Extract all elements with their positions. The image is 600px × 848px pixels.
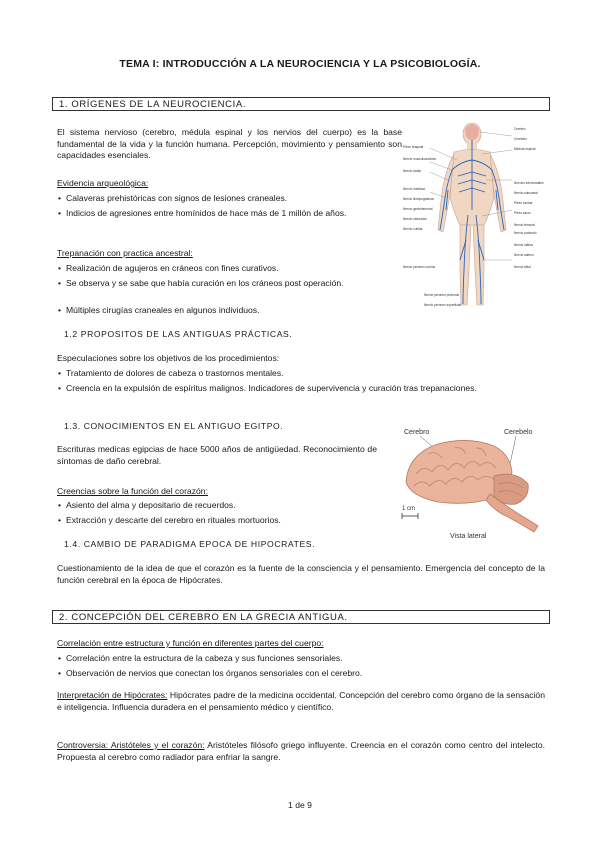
list-item: • Asiento del alma y depositario de recuerdos.	[57, 500, 386, 512]
label-left: Nervio musculocutáneo	[403, 157, 437, 161]
subsection-1-4-text: Cuestionamiento de la idea de que el corazón es la fuente de la consciencia y el pensamiento. Emergencia del concepto de la función cerebral en la época de Hipócrates.	[57, 563, 545, 585]
list-item: • Creencia en la expulsión de espíritus malignos. Indicadores de supervivencia y curación tras trepanaciones.	[57, 383, 554, 395]
label-left: Nervio peroneo común	[403, 265, 436, 269]
aristoteles-text: Aristóteles filósofo griego influyente. Creencia en el corazón como centro del intelecto. Propuesta al cerebro como radiador para enfriar la sangre.	[57, 740, 545, 762]
hipocrates-text: Hipócrates padre de la medicina occidental. Concepción del cerebro como órgano de la sensación e inteligencia. Influencia duradera en el pensamiento médico y científico.	[57, 690, 545, 712]
hipocrates-paragraph	[57, 690, 545, 713]
label-right: Médula espinal	[514, 147, 536, 151]
label-right: Cerebro	[514, 127, 526, 131]
label-right: Nervios intercostales	[514, 181, 544, 185]
label-right: Plexo sacro	[514, 211, 531, 215]
list-item: • Observación de nervios que conectan los órganos sensoriales con el cerebro.	[57, 668, 554, 680]
list-item: • Tratamiento de dolores de cabeza o trastornos mentales.	[57, 368, 554, 380]
scale-label: 1 cm	[402, 506, 416, 512]
label-right: Nervio ciático	[514, 243, 534, 247]
label-left: Nervio mediano	[403, 187, 426, 191]
page-number: 1 de 9	[288, 800, 312, 810]
list-item: • Extracción y descarte del cerebro en rituales mortuorios.	[57, 515, 386, 527]
correlacion-title: Correlación entre estructura y función en diferentes partes del cuerpo:	[57, 638, 324, 648]
aristoteles-paragraph	[57, 740, 545, 763]
section-1-intro: El sistema nervioso (cerebro, médula espinal y los nervios del cuerpo) es la base fundamental de la vida y la función humana. Percepción, movimiento y pensamiento son capacidades esenciales.	[57, 127, 402, 160]
subsection-1-3-heading: 1.3. CONOCIMIENTOS EN EL ANTIGUO EGITPO.	[64, 421, 284, 431]
evidencia-title: Evidencia arqueológica:	[57, 178, 149, 188]
label-bottom: Nervio peroneo superficial	[424, 303, 462, 307]
nervous-system-figure	[402, 120, 552, 315]
section-1-heading: 1. ORÍGENES DE LA NEUROCIENCIA.	[52, 97, 550, 111]
label-right: Nervio femoral	[514, 223, 535, 227]
aristoteles-label: Controversia: Aristóteles y el corazón:	[57, 740, 205, 750]
list-item: • Indicios de agresiones entre homínidos de hace más de 1 millón de años.	[57, 208, 402, 220]
label-left: Plexo braquial	[403, 145, 424, 149]
label-right: Nervio tibial	[514, 265, 531, 269]
label-right: Nervio safeno	[514, 253, 534, 257]
subsection-1-3-intro: Escrituras medicas egipcias de hace 5000 años de antigüedad. Reconocimiento de síntomas de daño cerebral.	[57, 444, 377, 466]
subsection-1-2-intro: Especulaciones sobre los objetivos de los procedimientos:	[57, 353, 280, 363]
trepanacion-title: Trepanación con practica ancestral:	[57, 248, 193, 258]
label-right: Nervio pudendo	[514, 231, 537, 235]
list-item: • Múltiples cirugías craneales en algunos individuos.	[57, 305, 402, 317]
label-bottom: Nervio peroneo profundo	[424, 293, 460, 297]
label-right: Nervio subcostal	[514, 191, 538, 195]
list-item: • Correlación entre la estructura de la cabeza y sus funciones sensoriales.	[57, 653, 554, 665]
label-right: Plexo lumbar	[514, 201, 533, 205]
figure-caption: Vista lateral	[450, 533, 487, 540]
subsection-1-2-heading: 1.2 PROPOSITOS DE LAS ANTIGUAS PRÁCTICAS.	[64, 329, 293, 339]
section-2-heading: 2. CONCEPCIÓN DEL CEREBRO EN LA GRECIA ANTIGUA.	[52, 610, 550, 624]
cerebellum-shape	[494, 474, 528, 504]
label-left: Nervio iliohipogástrico	[403, 197, 435, 201]
label-cerebro: Cerebro	[404, 429, 430, 436]
label-left: Nervio obturador	[403, 217, 427, 221]
label-left: Nervio genitofemoral	[403, 207, 433, 211]
list-item: • Se observa y se sabe que había curación en los cráneos post operación.	[57, 278, 402, 290]
list-item: • Realización de agujeros en cráneos con fines curativos.	[57, 263, 402, 275]
label-right: Cerebelo	[514, 137, 527, 141]
label-left: Nervio cubital	[403, 227, 423, 231]
subsection-1-4-heading: 1.4. CAMBIO DE PARADIGMA EPOCA DE HIPOCRATES.	[64, 539, 316, 549]
brain-lateral-figure	[398, 424, 550, 544]
hipocrates-label: Interpretación de Hipócrates:	[57, 690, 168, 700]
document-title: TEMA I: INTRODUCCIÓN A LA NEUROCIENCIA Y LA PSICOBIOLOGÍA.	[119, 58, 481, 70]
list-item: • Calaveras prehistóricas con signos de lesiones craneales.	[57, 193, 402, 205]
label-cerebelo: Cerebelo	[504, 429, 533, 436]
creencias-title: Creencias sobre la función del corazón:	[57, 486, 208, 496]
label-left: Nervio radial	[403, 169, 421, 173]
